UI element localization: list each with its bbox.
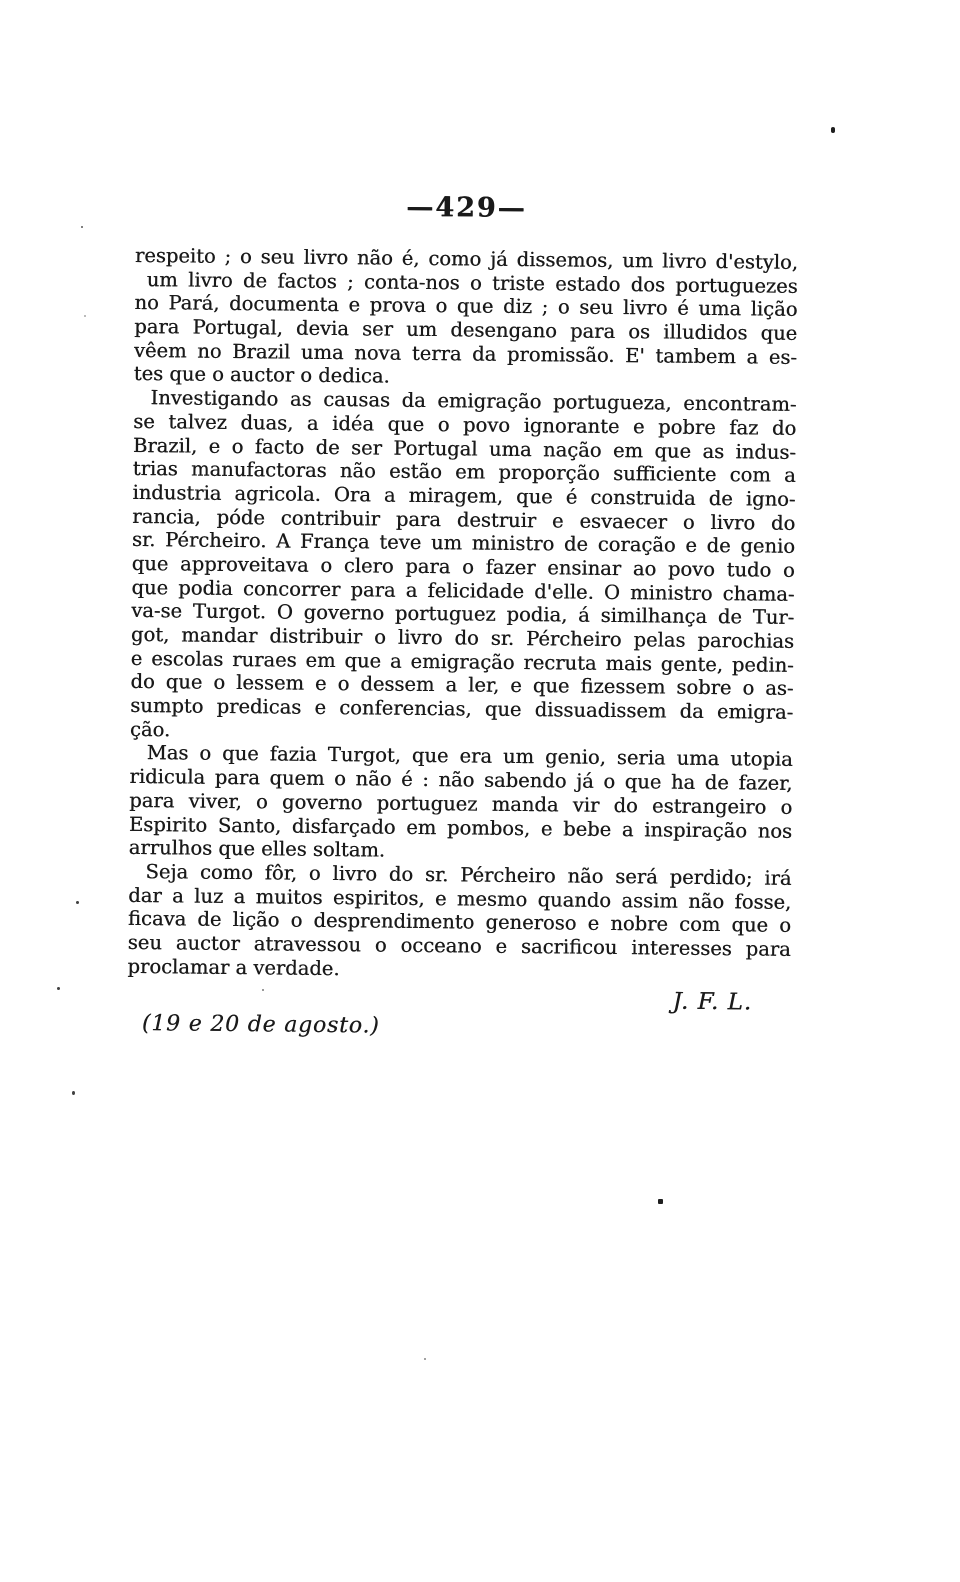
ink-speck (424, 1358, 426, 1360)
text-line: do que o lessem e o dessem a ler, e que fizessem sobre o as- (130, 670, 794, 701)
text-line: ficava de lição o desprendimento generoso e nobre com que o (127, 907, 792, 938)
ink-speck (76, 901, 79, 904)
text-line: vêem no Brazil uma nova terra da promissão. E' tambem a es- (133, 338, 798, 369)
text-line: Brazil, e o facto de ser Portugal uma nação em que as indus- (132, 433, 797, 464)
text-line: Mas o que fazia Turgot, que era um genio, seria uma utopia (146, 741, 793, 772)
text-line: respeito ; o seu livro não é, como já dissemos, um livro d'estylo, (134, 243, 799, 274)
paragraph-2 (130, 386, 797, 748)
text-line: arrulhos que elles soltam. (128, 836, 386, 862)
text-line: e escolas ruraes em que a emigração recruta mais gente, pedin- (130, 646, 794, 677)
paragraph-3 (129, 741, 793, 866)
text-line: para viver, o governo portuguez manda vir do estrangeiro o (129, 788, 793, 819)
ink-speck (57, 987, 60, 990)
text-line: sr. Pércheiro. A França teve um ministro de coração e de genio (131, 528, 796, 559)
ink-speck (658, 1199, 663, 1204)
text-line: no Pará, documenta e prova o que diz ; o seu livro é uma lição (134, 291, 798, 322)
text-line: got, mandar distribuir o livro do sr. Pércheiro pelas parochias (130, 622, 795, 653)
ink-speck (262, 989, 264, 991)
text-line: seu auctor atravessou o occeano e sacrificou interesses para (127, 930, 791, 961)
page-number: —429— (406, 191, 527, 225)
text-line: que podia concorrer para a felicidade d'elle. O ministro chama- (131, 575, 795, 606)
text-line: dar a luz a muitos espiritos, e mesmo quando assim não fosse, (128, 883, 792, 914)
text-line: que approveitava o clero para o fazer ensinar ao povo tudo o (131, 551, 795, 582)
text-line: para Portugal, devia ser um desengano para os illudidos que (134, 315, 798, 345)
text-line: va-se Turgot. O governo portuguez podia, á similhança de Tur- (131, 599, 795, 630)
text-line: industria agricola. Ora a miragem, que é construida de igno- (132, 480, 796, 511)
text-line: um livro de factos ; conta-nos o triste estado dos portuguezes (146, 267, 798, 298)
text-line: rancia, póde contribuir para destruir e esvaecer o livro do (132, 504, 796, 535)
ink-speck (72, 1091, 75, 1095)
ink-speck (81, 226, 83, 228)
text-line: ção. (129, 717, 171, 742)
paragraph-4 (127, 860, 791, 985)
text-line: Espirito Santo, disfarçado em pombos, e bebe a inspiração nos (128, 812, 793, 843)
dateline: (19 e 20 de agosto.) (141, 1011, 380, 1039)
text-line: ridicula para quem o não é : não sabendo já o que ha de fazer, (129, 765, 793, 795)
author-initials: J. F. L. (672, 988, 753, 1016)
text-line: sumpto predicas e conferencias, que dissuadissem da emigra- (130, 693, 794, 724)
ink-speck (84, 315, 86, 317)
text-block (127, 244, 798, 1043)
ink-speck (831, 127, 835, 133)
text-line: Seja como fôr, o livro do sr. Pércheiro não será perdido; irá (145, 859, 792, 890)
text-line: proclamar a verdade. (127, 954, 340, 980)
text-line: Investigando as causas da emigração portugueza, encontram- (150, 386, 797, 417)
paragraph-1 (134, 244, 798, 393)
text-line: trias manufactoras não estão em proporção sufficiente com a (132, 457, 796, 488)
text-line: tes que o auctor o dedica. (133, 362, 390, 389)
text-line: se talvez duas, a idéa que o povo ignorante e pobre faz do (133, 409, 797, 440)
